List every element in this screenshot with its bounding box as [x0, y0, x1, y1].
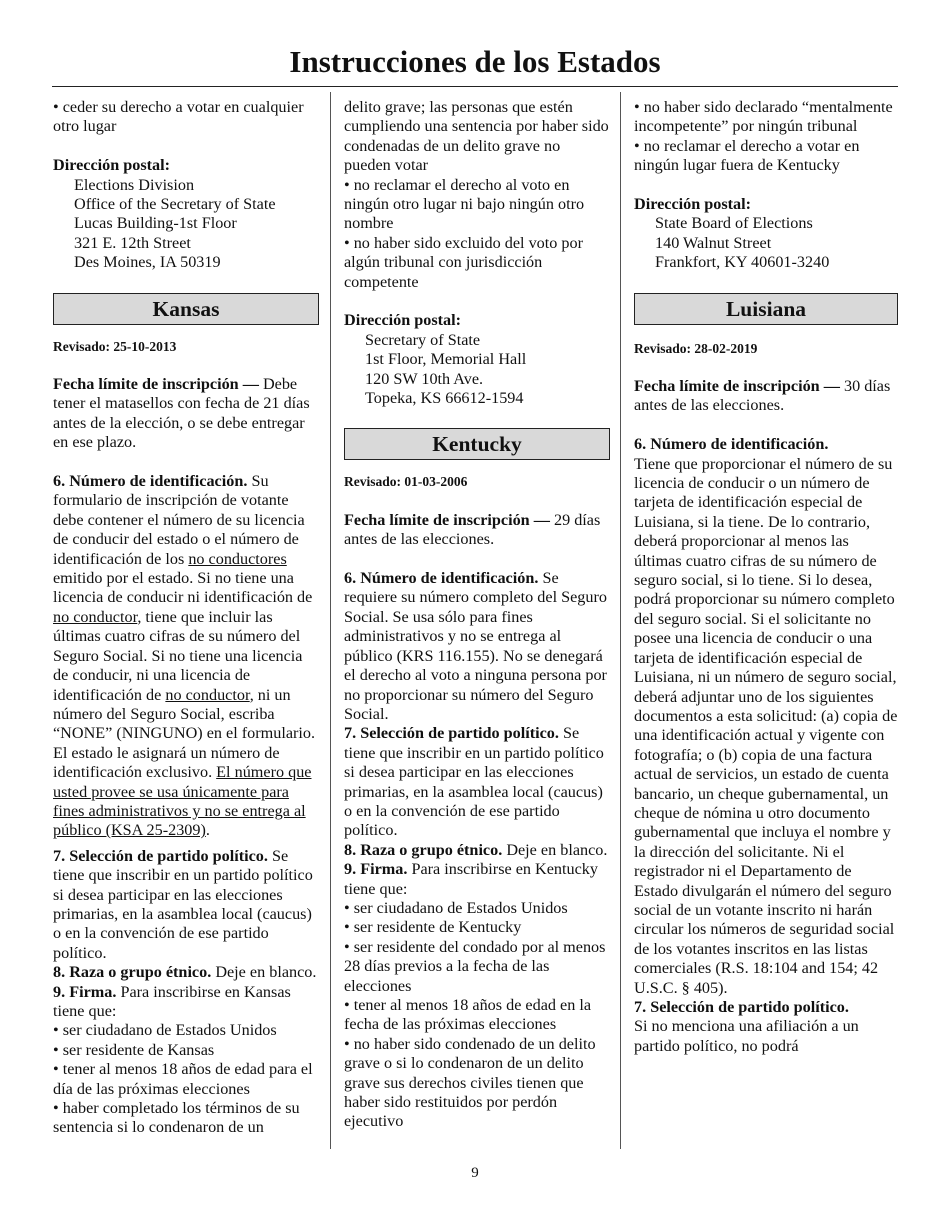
deadline-paragraph: Fecha límite de inscripción — 30 días antes de las elecciones. [634, 377, 891, 415]
kansas-postal-address [344, 331, 610, 409]
list-item: • tener al menos 18 años de edad en la fecha de las próximas elecciones [344, 996, 592, 1034]
state-header-luisiana: Luisiana [634, 293, 898, 325]
bullet-cede-right: • ceder su derecho a votar en cualquier otro lugar [53, 98, 304, 136]
party-paragraph: Si no menciona una afiliación a un partido político, no podrá [634, 1017, 859, 1055]
page-title: Instrucciones de los Estados [289, 44, 661, 79]
address-line: 120 SW 10th Ave. [365, 369, 484, 388]
race-paragraph: 8. Raza o grupo étnico. Deje en blanco. [53, 963, 317, 982]
column-divider-1 [330, 92, 331, 1149]
iowa-postal-address [53, 176, 319, 273]
address-line: 321 E. 12th Street [74, 233, 191, 252]
signature-paragraph: 9. Firma. Para inscribirse en Kansas tiene que: [53, 982, 291, 1021]
address-line: 140 Walnut Street [655, 233, 772, 252]
column-divider-2 [620, 92, 621, 1149]
address-line: State Board of Elections [655, 214, 813, 233]
party-paragraph: 7. Selección de partido político. Se tiene que inscribir en un partido político si desea participar en las elecciones primarias, en la asamblea local (caucus) o en la convención de ese partido político. [53, 846, 313, 962]
signature-paragraph: 9. Firma. Para inscribirse en Kentucky tiene que: [344, 860, 598, 898]
list-item: • ser ciudadano de Estados Unidos [344, 898, 568, 917]
id-number-paragraph: 6. Número de identificación. Se requiere su número completo del Seguro Social. Se usa sólo para fines administrativos y no se entrega al público (KRS 116.155). No se denegará el derecho al voto a ninguna persona por no proporcionar su número del Seguro Social. [344, 569, 607, 723]
id-number-paragraph: Tiene que proporcionar el número de su licencia de conducir o un número de tarjeta de identificación especial de Luisiana, si la tiene. De lo contrario, deberá proporcionar al menos las últimas cuatro cifras de su número de seguro social, si lo tiene. Si lo desea, podrá proporcionar su número completo del seguro social. Si el solicitante no posee una licencia de conducir o una tarjeta de identificación especial de Luisiana, ni un número de seguro social, deberá adjuntar uno de los siguientes documentos a esta solicitud: (a) copia de una identificación actual y vigente con fotografía; o (b) copia de una factura actual de servicios, un estado de cuenta bancario, un cheque gubernamental, un cheque de nómina u otro documento gubernamental que incluya el nombre y la dirección del solicitante. Ni el registrador ni el Departamento de Estado divulgarán el número del seguro social de un votante inscrito ni harán circular los números de seguridad social de los votantes inscritos en las listas comerciales (R.S. 18:104 and 154; 42 U.S.C. § 405). [634, 454, 898, 997]
list-item: • ser residente del condado por al menos 28 días previos a la fecha de las elecciones [344, 937, 606, 995]
state-header-kansas: Kansas [53, 293, 319, 325]
race-paragraph: 8. Raza o grupo étnico. Deje en blanco. [344, 840, 608, 859]
list-item: delito grave; las personas que estén cumpliendo una sentencia por haber sido condenadas de un delito grave no pueden votar [344, 98, 609, 175]
column-1 [53, 98, 319, 1138]
postal-heading: Dirección postal: [634, 195, 752, 214]
address-line: Topeka, KS 66612-1594 [365, 389, 524, 408]
revised-date: Revisado: 01-03-2006 [344, 474, 468, 490]
postal-heading: Dirección postal: [344, 311, 462, 330]
column-3 [634, 98, 898, 1056]
list-item: • haber completado los términos de su sentencia si lo condenaron de un [53, 1099, 300, 1137]
address-line: Elections Division [74, 175, 195, 194]
column-2 [344, 98, 610, 1132]
address-line: Office of the Secretary of State [74, 195, 276, 214]
address-line: Frankfort, KY 40601-3240 [655, 253, 830, 272]
address-line: 1st Floor, Memorial Hall [365, 350, 527, 369]
id-number-heading: 6. Número de identificación. [634, 435, 829, 454]
list-item: • ser residente de Kentucky [344, 918, 522, 937]
kentucky-postal-address [634, 214, 898, 272]
title-rule [52, 86, 898, 87]
id-number-paragraph: 6. Número de identificación. Su formulario de inscripción de votante debe contener el número de su licencia de conducir del estado o el número de identificación de los no conductores emitido por el estado. Si no tiene una licencia de conducir ni identificación de no conductor, tiene que incluir las últimas cuatro cifras de su número del Seguro Social. Si no tiene una licencia de conducir, ni una licencia de identificación de no conductor, ni un número del Seguro Social, escriba “NONE” (NINGUNO) en el formulario. El estado le asignará un número de identificación exclusivo. El número que usted provee se usa únicamente para fines administrativos y no se entrega al público (KSA 25-2309). [53, 472, 316, 840]
deadline-paragraph: Fecha límite de inscripción — 29 días antes de las elecciones. [344, 510, 601, 549]
party-paragraph: 7. Selección de partido político. Se tiene que inscribir en un partido político si desea participar en las elecciones primarias, en la asamblea local (caucus) o en la convención de ese partido político. [344, 724, 604, 840]
party-heading: 7. Selección de partido político. [634, 998, 849, 1017]
list-item: • no haber sido excluido del voto por algún tribunal con jurisdicción competente [344, 233, 583, 291]
revised-date: Revisado: 28-02-2019 [634, 340, 758, 356]
list-item: • tener al menos 18 años de edad para el día de las próximas elecciones [53, 1060, 313, 1098]
deadline-paragraph: Fecha límite de inscripción — Debe tener el matasellos con fecha de 21 días antes de la elección, o se debe entregar en ese plazo. [53, 375, 310, 452]
state-header-kentucky: Kentucky [344, 428, 610, 460]
list-item: • no reclamar el derecho a votar en ningún lugar fuera de Kentucky [634, 136, 860, 175]
postal-heading: Dirección postal: [53, 156, 171, 175]
revised-date: Revisado: 25-10-2013 [53, 338, 177, 354]
address-line: Lucas Building-1st Floor [74, 214, 237, 233]
list-item: • no reclamar el derecho al voto en ningún otro lugar ni bajo ningún otro nombre [344, 175, 585, 233]
address-line: Des Moines, IA 50319 [74, 253, 221, 272]
page-number: 9 [471, 1165, 479, 1181]
address-line: Secretary of State [365, 330, 481, 349]
list-item: • no haber sido condenado de un delito grave o si lo condenaron de un delito grave sus derechos civiles tienen que haber sido restituidos por perdón ejecutivo [344, 1034, 596, 1131]
list-item: • ser residente de Kansas [53, 1040, 215, 1059]
list-item: • ser ciudadano de Estados Unidos [53, 1021, 277, 1040]
list-item: • no haber sido declarado “mentalmente incompetente” por ningún tribunal [634, 98, 893, 136]
